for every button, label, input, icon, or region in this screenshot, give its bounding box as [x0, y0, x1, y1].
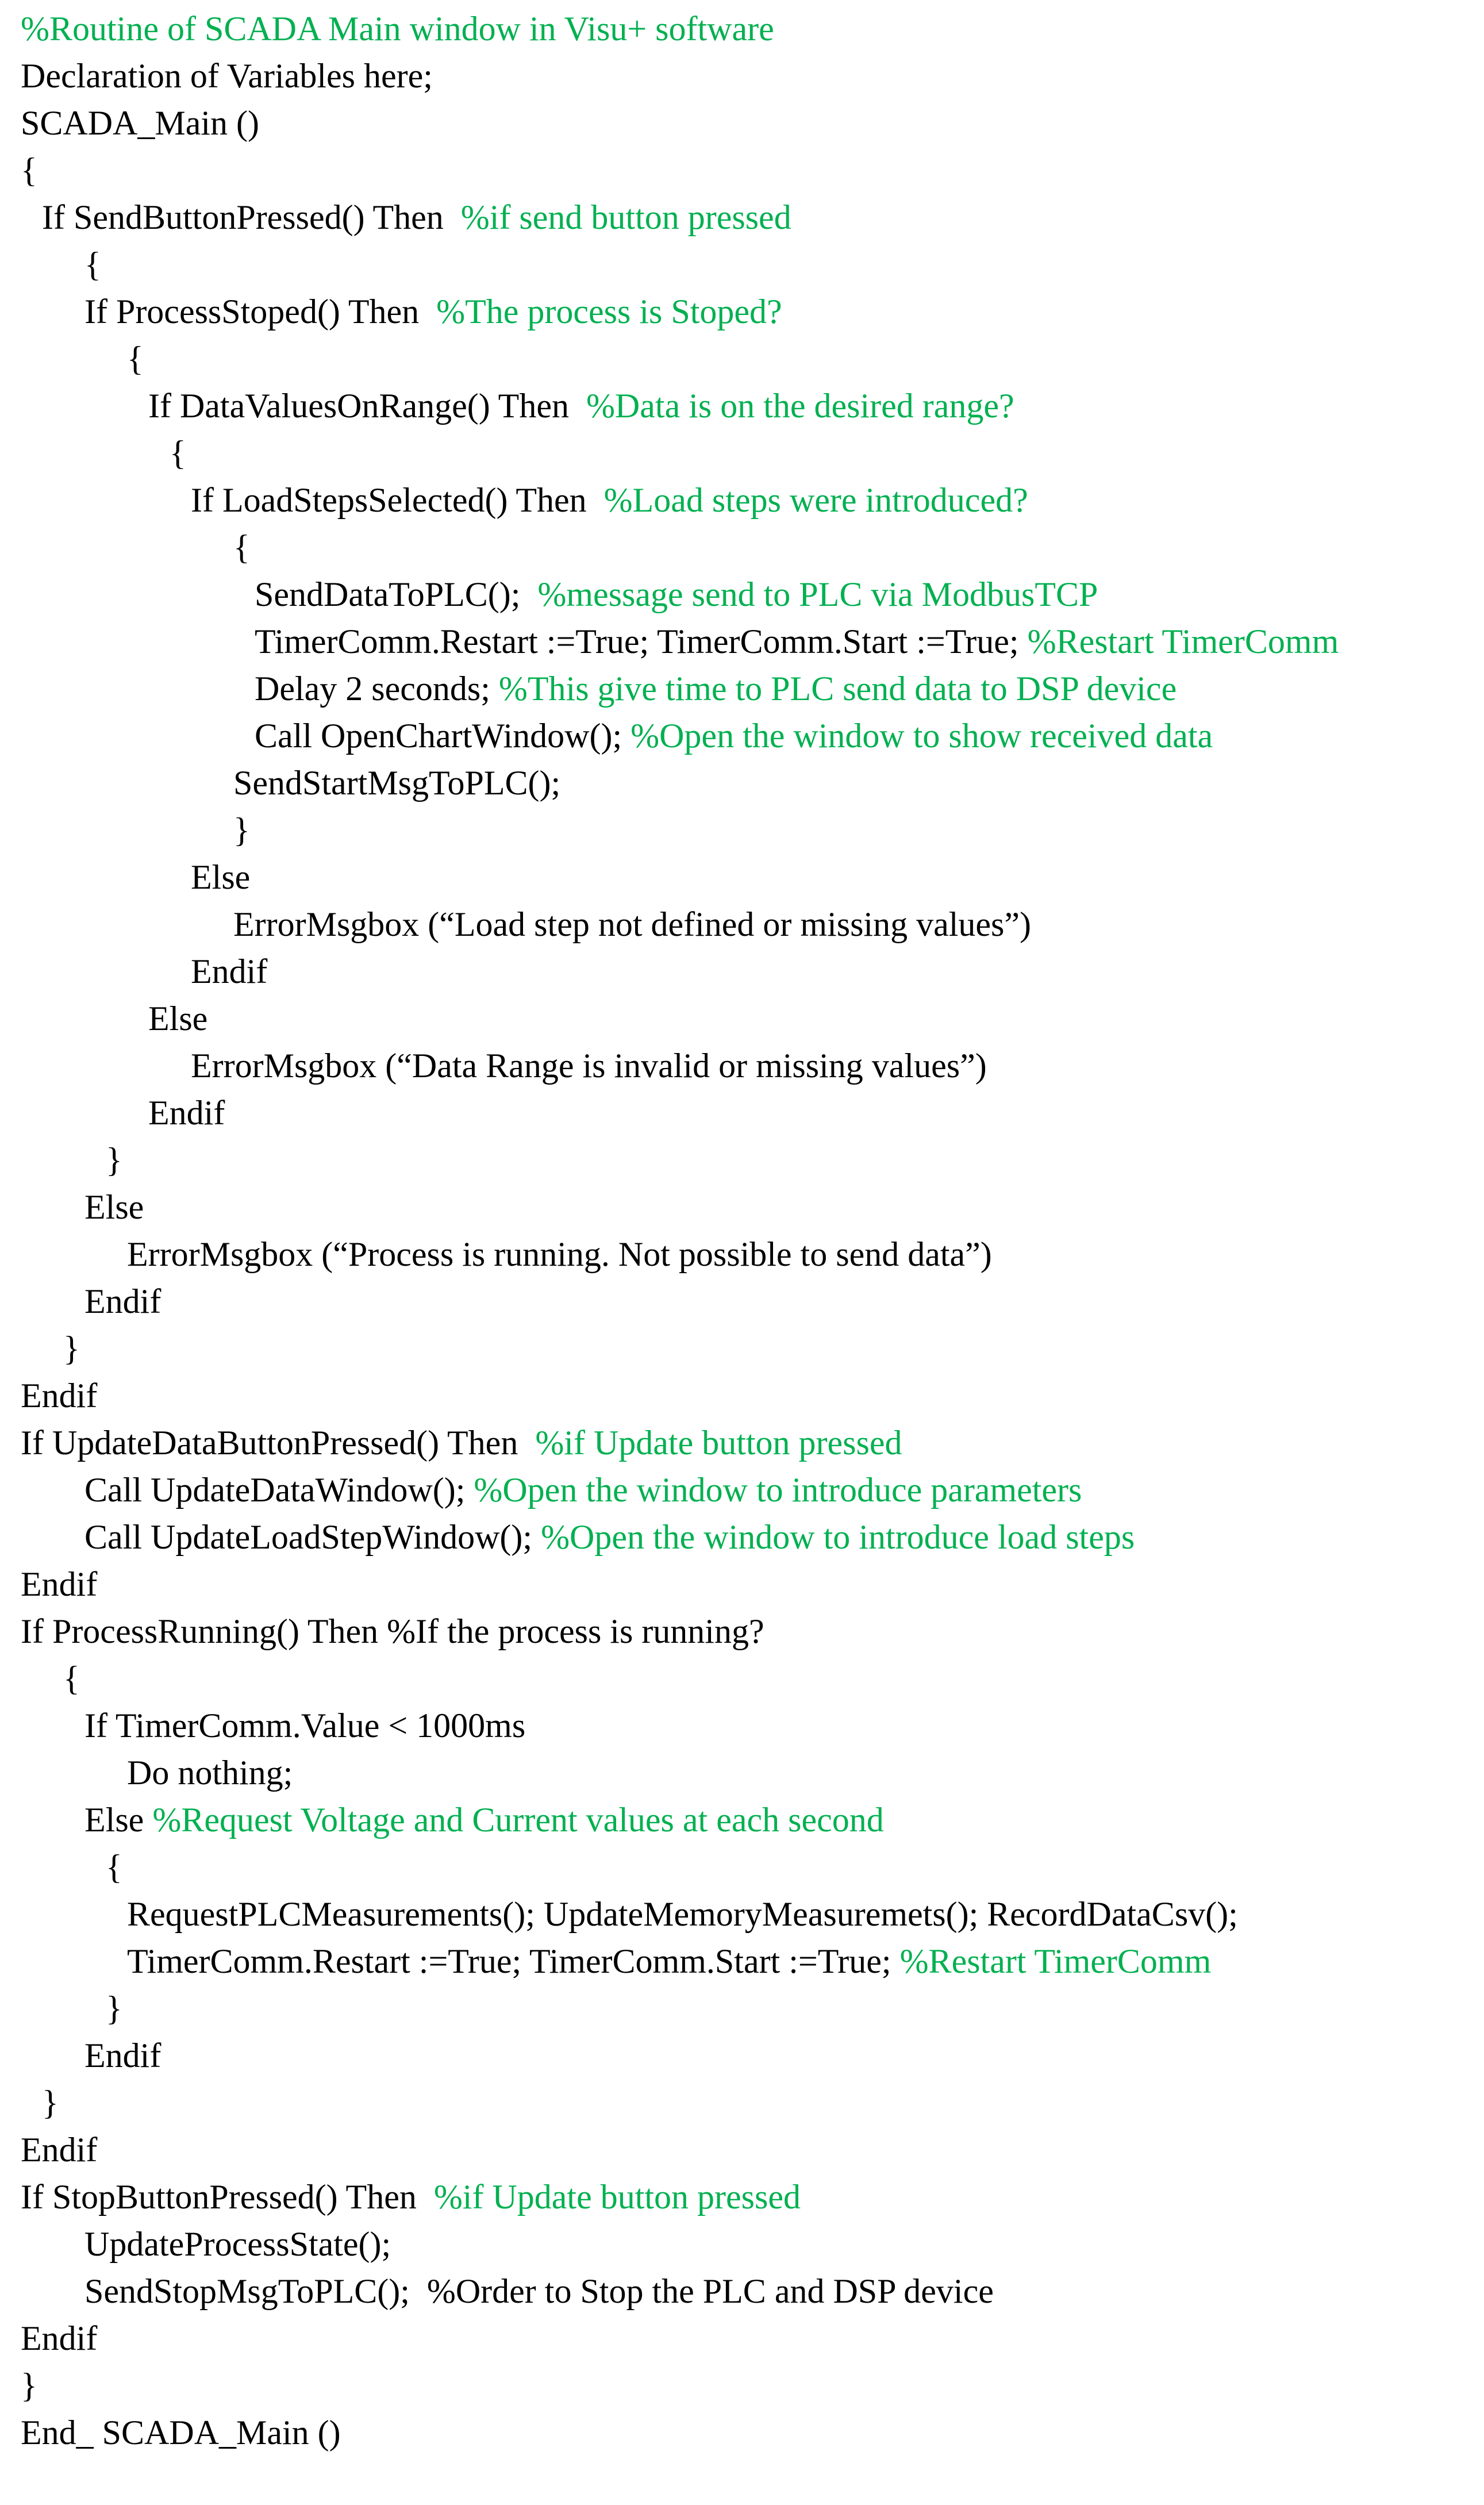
code-line — [84, 2274, 994, 2308]
code-text: Endif — [21, 1565, 98, 1603]
code-text: } — [233, 811, 250, 849]
code-text: If UpdateDataButtonPressed() Then — [21, 1424, 536, 1462]
code-comment: %Restart TimerComm — [899, 1942, 1212, 1980]
code-text: Endif — [84, 2037, 162, 2074]
code-text: ErrorMsgbox (“Process is running. Not possible to send data”) — [127, 1235, 992, 1273]
code-text: If SendButtonPressed() Then — [42, 198, 461, 236]
code-comment: %Open the window to introduce parameters — [474, 1471, 1082, 1509]
code-text: } — [106, 1989, 122, 2027]
code-line — [106, 1143, 122, 1177]
code-text: SCADA_Main () — [21, 104, 259, 142]
code-line — [191, 1048, 987, 1083]
code-line — [255, 577, 1098, 612]
code-line — [148, 1096, 225, 1130]
code-text: Endif — [148, 1094, 225, 1132]
code-comment: %Open the window to show received data — [630, 717, 1213, 755]
code-text: TimerComm.Restart :=True; TimerComm.Start :=True; — [127, 1942, 900, 1980]
code-text: SendStopMsgToPLC(); %Order to Stop the PLC and DSP device — [84, 2272, 994, 2310]
code-text: } — [63, 1330, 80, 1367]
code-text: Do nothing; — [127, 1754, 293, 1792]
code-text: Delay 2 seconds; — [255, 670, 499, 708]
code-comment: %Request Voltage and Current values at each second — [152, 1801, 884, 1839]
code-line — [233, 813, 250, 847]
code-text: Else — [148, 1000, 208, 1038]
code-text: { — [233, 528, 250, 566]
code-text: { — [127, 340, 144, 378]
code-text: SendStartMsgToPLC(); — [233, 764, 561, 802]
code-text: RequestPLCMeasurements(); UpdateMemoryMeasuremets(); RecordDataCsv(); — [127, 1895, 1238, 1933]
code-line — [84, 1708, 525, 1743]
code-text: Else — [191, 858, 251, 896]
code-text: Else — [84, 1188, 144, 1226]
code-text: Endif — [21, 2319, 98, 2357]
code-text: Endif — [21, 1377, 98, 1415]
code-line — [191, 954, 267, 989]
code-text: Endif — [21, 2131, 98, 2169]
code-comment: %message send to PLC via ModbusTCP — [537, 575, 1098, 613]
code-line — [84, 1190, 144, 1224]
code-line — [106, 1850, 122, 1884]
code-line — [21, 1567, 97, 1601]
code-line — [21, 153, 37, 187]
code-text: Call OpenChartWindow(); — [255, 717, 631, 755]
code-line — [84, 2038, 161, 2073]
code-comment: %if Update button pressed — [535, 1424, 902, 1462]
code-text: { — [106, 1848, 122, 1886]
code-line — [255, 719, 1213, 753]
code-line — [21, 1378, 97, 1413]
code-text: Else — [84, 1801, 153, 1839]
code-line — [21, 11, 774, 46]
code-line — [255, 671, 1177, 706]
code-comment: %Restart TimerComm — [1027, 623, 1339, 660]
code-line — [170, 436, 186, 470]
code-line — [106, 1991, 122, 2026]
code-comment: %if send button pressed — [460, 198, 791, 236]
code-text: { — [84, 245, 101, 283]
code-text: } — [42, 2084, 59, 2122]
code-text: TimerComm.Restart :=True; TimerComm.Start :=True; — [255, 623, 1028, 660]
code-line — [84, 1520, 1135, 1554]
code-text: If LoadStepsSelected() Then — [191, 481, 604, 519]
code-line — [21, 59, 433, 93]
code-comment: %This give time to PLC send data to DSP device — [498, 670, 1177, 708]
code-text: UpdateProcessState(); — [84, 2225, 391, 2263]
code-line — [21, 2368, 37, 2403]
code-line — [21, 2133, 97, 2167]
code-line — [84, 2227, 391, 2261]
code-text: Call UpdateLoadStepWindow(); — [84, 1518, 541, 1556]
code-line — [233, 530, 250, 564]
code-line — [42, 2085, 59, 2120]
code-text: } — [21, 2366, 37, 2404]
code-line — [233, 907, 1031, 942]
code-comment: %if Update button pressed — [433, 2178, 801, 2216]
code-text: { — [63, 1659, 80, 1697]
code-line — [21, 1614, 764, 1649]
code-line — [84, 294, 782, 329]
code-text: If ProcessStoped() Then — [84, 293, 437, 331]
code-line — [191, 483, 1028, 517]
code-comment: %Data is on the desired range? — [586, 387, 1014, 425]
code-text: If TimerComm.Value < 1000ms — [84, 1707, 526, 1745]
code-text: ErrorMsgbox (“Data Range is invalid or missing values”) — [191, 1047, 987, 1085]
code-comment: %Load steps were introduced? — [603, 481, 1028, 519]
code-line — [127, 1944, 1211, 1978]
code-text: { — [21, 151, 37, 189]
code-line — [127, 1237, 992, 1271]
code-text: ErrorMsgbox (“Load step not defined or missing values”) — [233, 905, 1031, 943]
code-line — [42, 200, 791, 235]
code-line — [84, 247, 101, 282]
code-text: Call UpdateDataWindow(); — [84, 1471, 474, 1509]
code-line — [21, 2321, 97, 2356]
code-line — [84, 1284, 161, 1319]
code-line — [63, 1331, 80, 1366]
code-line — [21, 2415, 341, 2450]
code-text: If StopButtonPressed() Then — [21, 2178, 434, 2216]
code-text: } — [106, 1141, 122, 1179]
code-line — [148, 1001, 207, 1036]
code-line — [21, 2180, 801, 2214]
code-comment: %The process is Stoped? — [436, 293, 782, 331]
code-comment: %Open the window to introduce load steps — [541, 1518, 1135, 1556]
code-line — [255, 624, 1339, 659]
code-text: If ProcessRunning() Then %If the process is running? — [21, 1612, 764, 1650]
code-comment: %Routine of SCADA Main window in Visu+ software — [21, 10, 774, 48]
code-text: Declaration of Variables here; — [21, 57, 433, 95]
code-line — [63, 1661, 80, 1696]
code-text: { — [170, 434, 186, 472]
code-text: End_ SCADA_Main () — [21, 2414, 341, 2452]
code-line — [127, 341, 144, 376]
code-line — [127, 1755, 293, 1790]
code-line — [84, 1473, 1082, 1507]
code-text: SendDataToPLC(); — [255, 575, 538, 613]
code-text: Endif — [84, 1282, 162, 1320]
code-text: If DataValuesOnRange() Then — [148, 387, 586, 425]
code-line — [191, 860, 250, 894]
code-line — [21, 1426, 902, 1460]
code-line — [127, 1897, 1238, 1931]
code-text: Endif — [191, 952, 268, 990]
code-line — [21, 106, 259, 140]
code-line — [84, 1803, 884, 1837]
code-line — [233, 766, 560, 800]
code-line — [148, 389, 1014, 423]
